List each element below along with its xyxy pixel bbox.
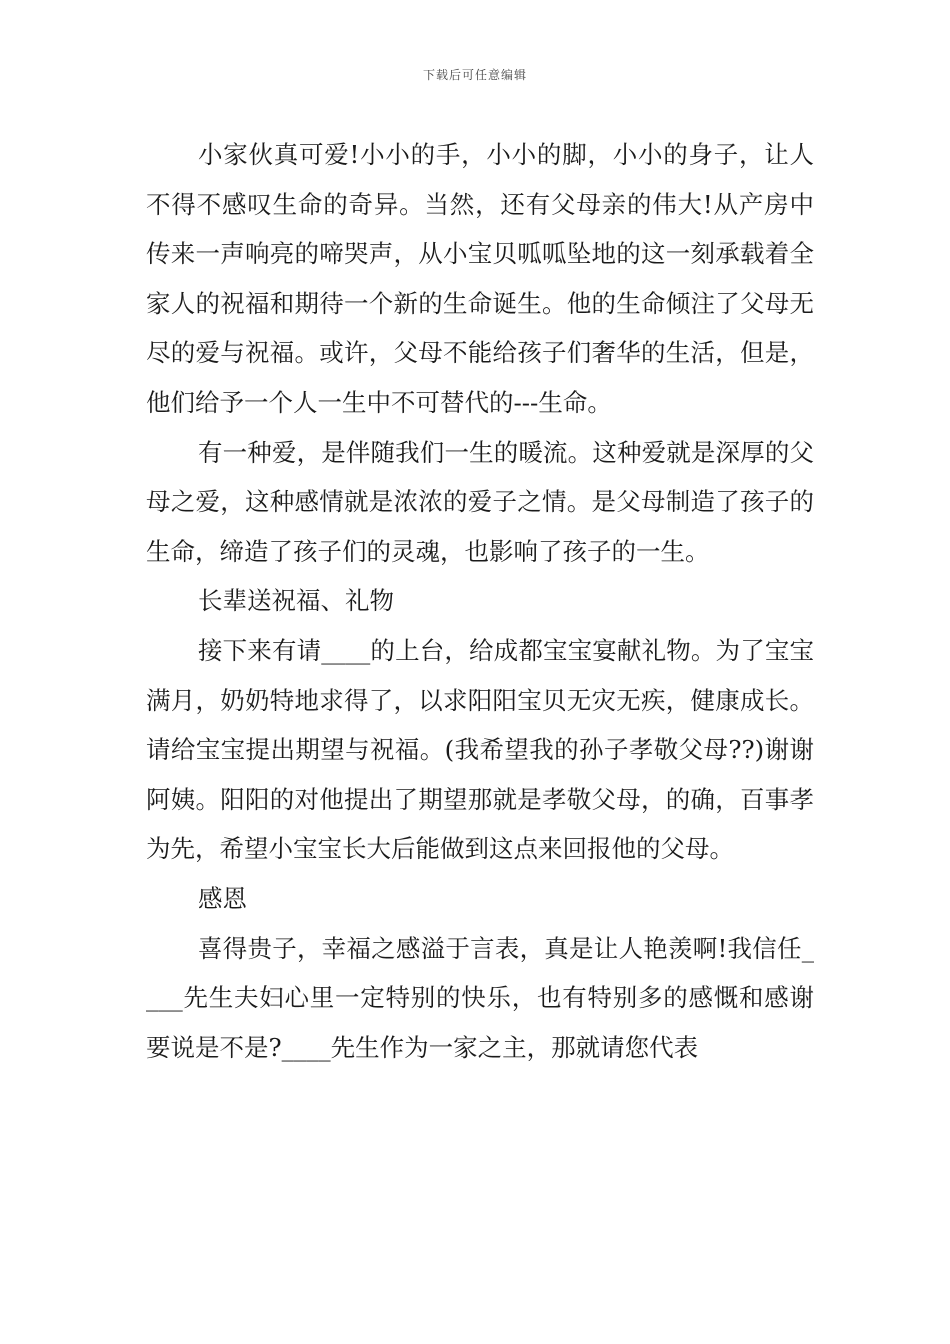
paragraph-grandma-gift: 接下来有请____的上台，给成都宝宝宴献礼物。为了宝宝满月，奶奶特地求得了，以求阳阳宝贝无灾无疾，健康成长。请给宝宝提出期望与祝福。(我希望我的孙子孝敬父母??)谢谢阿姨。阳阳的对他提出了期望那就是孝敬父母，的确，百事孝为先，希望小宝宝长大后能做到这点来回报他的父母。 — [146, 635, 814, 864]
section-heading-elders-gifts: 长辈送祝福、礼物 — [198, 586, 394, 616]
document-body — [146, 130, 814, 1072]
paragraph-parental-love: 有一种爱，是伴随我们一生的暖流。这种爱就是深厚的父母之爱，这种感情就是浓浓的爱子之情。是父母制造了孩子的生命，缔造了孩子们的灵魂，也影响了孩子的一生。 — [146, 437, 814, 566]
section-heading-gratitude: 感恩 — [198, 883, 247, 913]
paragraph-birth: 小家伙真可爱!小小的手，小小的脚，小小的身子，让人不得不感叹生命的奇异。当然，还有父母亲的伟大!从产房中传来一声响亮的啼哭声，从小宝贝呱呱坠地的这一刻承载着全家人的祝福和期待一个新的生命诞生。他的生命倾注了父母无尽的爱与祝福。或许，父母不能给孩子们奢华的生活，但是，他们给予一个人一生中不可替代的---生命。 — [146, 140, 814, 417]
page-header: 下载后可任意编辑 — [422, 68, 527, 82]
paragraph-gratitude: 喜得贵子，幸福之感溢于言表，真是让人艳羡啊!我信任____先生夫妇心里一定特别的快乐，也有特别多的感慨和感谢要说是不是?____先生作为一家之主，那就请您代表 — [146, 933, 814, 1062]
